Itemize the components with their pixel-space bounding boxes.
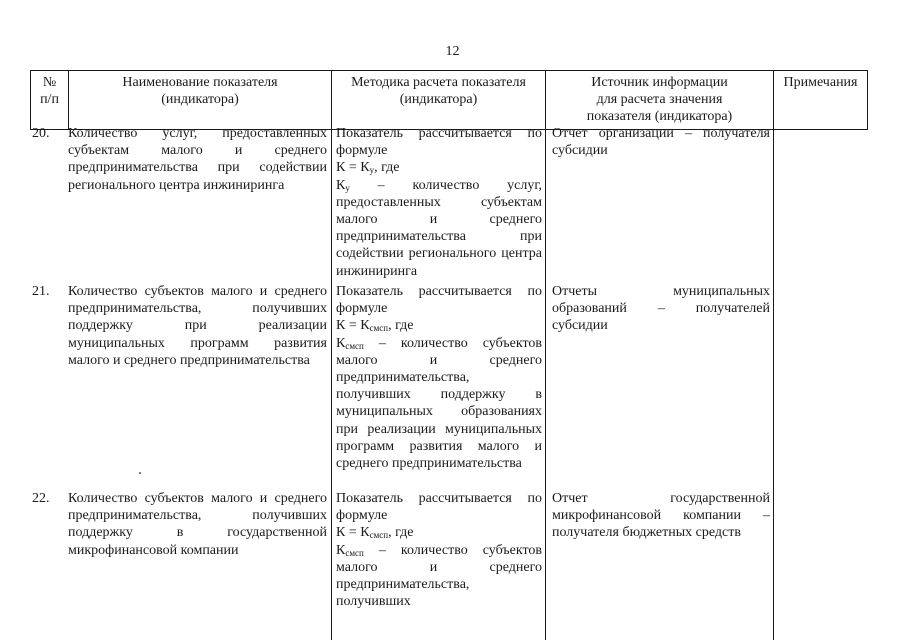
formula-lhs: К = К <box>336 160 370 176</box>
header-number: № п/п <box>30 71 68 129</box>
row-number: 20. <box>32 126 50 141</box>
formula-lhs: К = К <box>336 525 370 541</box>
calculation-method <box>336 490 542 610</box>
indicator-name: Количество услуг, предоставленных субъектам малого и среднего предпринимательства при содействии регионального центра инжиниринга <box>68 126 327 193</box>
formula-subscript: у <box>369 165 375 176</box>
information-source: Отчет организации – получателя субсидии <box>552 126 770 159</box>
definition-var: К <box>336 335 346 351</box>
header-calculation-method: Методика расчета показателя (индикатора) <box>331 71 545 129</box>
indicator-name: Количество субъектов малого и среднего предпринимательства, получивших поддержку в государственной микрофинансовой компании <box>68 491 327 558</box>
header-information-source: Источник информации для расчета значения показателя (индикатора) <box>545 71 773 129</box>
column-divider <box>545 128 546 640</box>
formula <box>336 524 542 541</box>
formula-lhs: К = К <box>336 318 370 334</box>
information-source: Отчеты муниципальных образований – получателей субсидии <box>552 284 770 334</box>
formula <box>336 317 542 334</box>
formula-tail: , где <box>388 525 414 541</box>
definition-text: – количество услуг, предоставленных субъектам малого и среднего предпринимательства при содействии регионального центра инжиниринга <box>336 177 542 279</box>
variable-definition <box>336 542 542 611</box>
definition-text: – количество субъектов малого и среднего предпринимательства, получивших <box>336 542 542 610</box>
variable-definition <box>336 335 542 473</box>
formula <box>336 159 542 176</box>
variable-definition <box>336 177 542 280</box>
header-indicator-name: Наименование показателя (индикатора) <box>68 71 331 129</box>
definition-subscript: у <box>345 182 350 193</box>
page-number: 12 <box>445 44 460 59</box>
calculation-method <box>336 283 542 472</box>
header-notes: Примечания <box>773 71 868 129</box>
definition-text: – количество субъектов малого и среднего предпринимательства, получивших поддержку в муниципальных образованиях при реализации муниципальных программ развития малого и среднего предпринимательства <box>336 335 542 472</box>
row-number: 22. <box>32 491 50 506</box>
definition-var: К <box>336 177 346 193</box>
formula-subscript: смсп <box>369 323 389 334</box>
formula-tail: , где <box>374 160 400 176</box>
definition-subscript: смсп <box>345 340 364 351</box>
row-number: 21. <box>32 284 50 299</box>
scan-speck <box>139 472 141 474</box>
method-intro: Показатель рассчитывается по формуле <box>336 284 542 317</box>
method-intro: Показатель рассчитывается по формуле <box>336 126 542 159</box>
formula-subscript: смсп <box>369 530 389 541</box>
indicator-name: Количество субъектов малого и среднего предпринимательства, получивших поддержку при реализации муниципальных программ развития малого и среднего предпринимательства <box>68 284 327 368</box>
column-divider <box>773 128 774 640</box>
formula-tail: , где <box>388 318 414 334</box>
table-header <box>30 70 868 130</box>
definition-var: К <box>336 542 346 558</box>
calculation-method <box>336 125 542 280</box>
definition-subscript: смсп <box>345 547 364 558</box>
column-divider <box>331 128 332 640</box>
information-source: Отчет государственной микрофинансовой компании – получателя бюджетных средств <box>552 491 770 541</box>
method-intro: Показатель рассчитывается по формуле <box>336 491 542 524</box>
